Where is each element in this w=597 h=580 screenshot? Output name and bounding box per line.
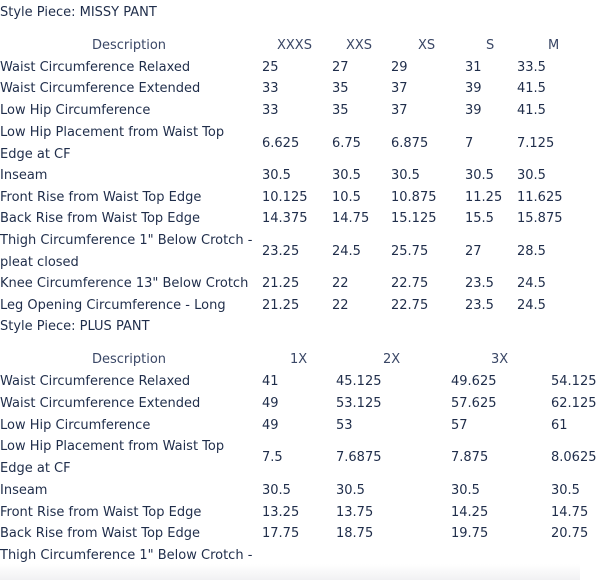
table-cell: 37 — [391, 103, 408, 118]
missy-size-header-xs: XS — [418, 38, 436, 53]
plus-size-header-2x: 2X — [383, 352, 401, 367]
table-cell: 15.5 — [465, 211, 494, 226]
table-cell: 10.5 — [332, 190, 361, 205]
table-cell: 41.5 — [517, 81, 546, 96]
table-row-label: Inseam — [0, 483, 48, 498]
bottom-edge-shadow — [0, 564, 580, 580]
table-row-label: Low Hip Placement from Waist Top — [0, 439, 225, 454]
table-cell: 30.5 — [262, 483, 291, 498]
table-cell: 62.125 — [551, 396, 597, 411]
table-cell: 10.125 — [262, 190, 308, 205]
table-cell: 19.75 — [451, 526, 489, 541]
table-cell: 45.125 — [336, 374, 382, 389]
table-cell: 24.5 — [332, 244, 361, 259]
table-cell: 31 — [465, 60, 482, 75]
table-cell: 39 — [465, 103, 482, 118]
table-cell: 57 — [451, 418, 468, 433]
table-cell: 30.5 — [465, 168, 494, 183]
table-cell: 23.25 — [262, 244, 300, 259]
table-cell: 30.5 — [332, 168, 361, 183]
table-row-label: Low Hip Placement from Waist Top — [0, 125, 225, 140]
table-cell: 53.125 — [336, 396, 382, 411]
table-cell: 23.5 — [465, 276, 494, 291]
table-cell: 61 — [551, 418, 568, 433]
table-row-label: Thigh Circumference 1" Below Crotch - — [0, 548, 253, 563]
table-row-label: Knee Circumference 13" Below Crotch — [0, 276, 249, 291]
table-row-label: Waist Circumference Relaxed — [0, 60, 191, 75]
table-cell: 14.375 — [262, 211, 308, 226]
table-cell: 17.75 — [262, 526, 300, 541]
table-cell: 57.625 — [451, 396, 497, 411]
table-cell: 7.125 — [517, 136, 555, 151]
table-cell: 11.625 — [517, 190, 563, 205]
table-cell: 24.5 — [517, 276, 546, 291]
table-cell: 27 — [465, 244, 482, 259]
table-cell: 30.5 — [391, 168, 420, 183]
missy-size-header-m: M — [548, 38, 560, 53]
table-row-label-continued: Edge at CF — [0, 147, 71, 162]
table-cell: 6.625 — [262, 136, 300, 151]
table-cell: 54.125 — [551, 374, 597, 389]
table-cell: 6.875 — [391, 136, 429, 151]
missy-size-header-s: S — [486, 38, 495, 53]
table-row-label: Waist Circumference Extended — [0, 396, 201, 411]
plus-description-header: Description — [92, 352, 167, 367]
table-cell: 7.875 — [451, 450, 489, 465]
table-cell: 14.75 — [332, 211, 370, 226]
table-row-label: Waist Circumference Relaxed — [0, 374, 191, 389]
table-cell: 20.75 — [551, 526, 589, 541]
table-cell: 41 — [262, 374, 279, 389]
table-cell: 27 — [332, 60, 349, 75]
table-row-label: Inseam — [0, 168, 48, 183]
table-row-label: Waist Circumference Extended — [0, 81, 201, 96]
table-row-label: Back Rise from Waist Top Edge — [0, 211, 201, 226]
table-cell: 22 — [332, 276, 349, 291]
table-cell: 6.75 — [332, 136, 361, 151]
table-cell: 53 — [336, 418, 353, 433]
missy-description-header: Description — [92, 38, 167, 53]
table-row-label: Low Hip Circumference — [0, 418, 151, 433]
table-cell: 33 — [262, 81, 279, 96]
table-cell: 15.875 — [517, 211, 563, 226]
table-cell: 33 — [262, 103, 279, 118]
table-cell: 22.75 — [391, 298, 429, 313]
table-cell: 21.25 — [262, 276, 300, 291]
table-cell: 24.5 — [517, 298, 546, 313]
table-cell: 28.5 — [517, 244, 546, 259]
missy-size-header-xxs: XXS — [346, 38, 373, 53]
plus-size-header-3x: 3X — [491, 352, 509, 367]
table-cell: 10.875 — [391, 190, 437, 205]
table-cell: 11.25 — [465, 190, 503, 205]
table-cell: 13.75 — [336, 505, 374, 520]
table-cell: 18.75 — [336, 526, 374, 541]
table-cell: 30.5 — [262, 168, 291, 183]
table-cell: 30.5 — [451, 483, 480, 498]
table-cell: 30.5 — [551, 483, 580, 498]
table-cell: 30.5 — [517, 168, 546, 183]
table-cell: 39 — [465, 81, 482, 96]
table-cell: 49 — [262, 418, 279, 433]
table-cell: 14.75 — [551, 505, 589, 520]
table-cell: 7.5 — [262, 450, 283, 465]
table-row-label: Thigh Circumference 1" Below Crotch - — [0, 233, 253, 248]
table-cell: 8.0625 — [551, 450, 597, 465]
table-cell: 35 — [332, 81, 349, 96]
table-cell: 21.25 — [262, 298, 300, 313]
table-row-label: Front Rise from Waist Top Edge — [0, 190, 202, 205]
plus-section-title: Style Piece: PLUS PANT — [0, 319, 150, 334]
table-cell: 35 — [332, 103, 349, 118]
table-cell: 37 — [391, 81, 408, 96]
plus-size-header-1x: 1X — [290, 352, 308, 367]
table-cell: 49 — [262, 396, 279, 411]
table-cell: 33.5 — [517, 60, 546, 75]
table-cell: 14.25 — [451, 505, 489, 520]
missy-size-header-xxxs: XXXS — [277, 38, 312, 53]
table-cell: 22 — [332, 298, 349, 313]
table-cell: 30.5 — [336, 483, 365, 498]
table-cell: 7.6875 — [336, 450, 382, 465]
table-cell: 49.625 — [451, 374, 497, 389]
table-row-label: Low Hip Circumference — [0, 103, 151, 118]
missy-section-title: Style Piece: MISSY PANT — [0, 5, 157, 20]
table-cell: 22.75 — [391, 276, 429, 291]
table-row-label: Front Rise from Waist Top Edge — [0, 505, 202, 520]
table-cell: 25.75 — [391, 244, 429, 259]
table-row-label: Leg Opening Circumference - Long — [0, 298, 226, 313]
table-row-label: Back Rise from Waist Top Edge — [0, 526, 201, 541]
table-cell: 41.5 — [517, 103, 546, 118]
table-row-label-continued: pleat closed — [0, 255, 79, 270]
table-cell: 15.125 — [391, 211, 437, 226]
table-cell: 29 — [391, 60, 408, 75]
table-cell: 25 — [262, 60, 279, 75]
table-row-label-continued: Edge at CF — [0, 461, 71, 476]
table-cell: 13.25 — [262, 505, 300, 520]
table-cell: 23.5 — [465, 298, 494, 313]
table-cell: 7 — [465, 136, 474, 151]
